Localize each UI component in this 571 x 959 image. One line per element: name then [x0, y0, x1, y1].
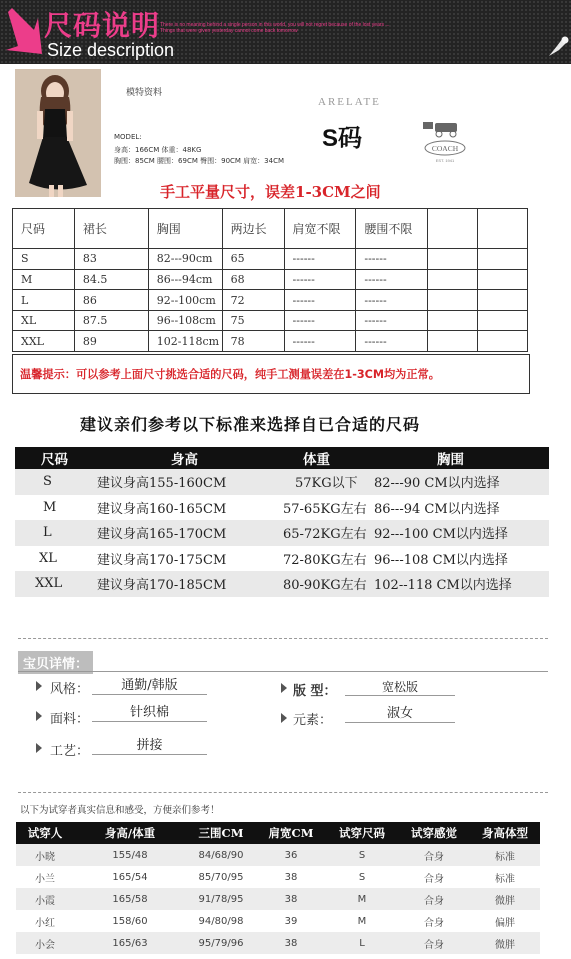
element-value: 淑女 — [345, 702, 455, 723]
cell — [478, 269, 528, 290]
cell: 84/68/90 — [186, 844, 256, 866]
cell: 102--118 CM以内选择 — [371, 571, 549, 597]
cell: 83 — [74, 249, 148, 270]
divider — [18, 792, 548, 793]
cell: 建议身高160-165CM — [97, 501, 227, 517]
table-row — [16, 888, 540, 910]
cell: S — [326, 844, 398, 866]
suggest-table — [15, 447, 549, 597]
triangle-bullet-icon — [281, 683, 287, 693]
cell: 偏胖 — [470, 910, 540, 932]
tip-text: 温馨提示：可以参考上面尺寸挑选合适的尺码，纯手工测量误差在1-3CM均为正常。 — [20, 368, 440, 381]
triangle-bullet-icon — [281, 713, 287, 723]
cell: ------ — [356, 269, 428, 290]
cell: 38 — [256, 866, 326, 888]
header-cell: 腰围不限 — [356, 209, 428, 249]
cell: S — [15, 469, 83, 495]
cell: M — [13, 269, 75, 290]
cell: 85/70/95 — [186, 866, 256, 888]
craft-label: 工艺： — [50, 744, 90, 759]
cell — [428, 269, 478, 290]
cell: 微胖 — [470, 932, 540, 954]
header-cell: 尺码 — [15, 447, 83, 469]
header-cell: 肩宽CM — [256, 822, 326, 844]
cell: 39 — [256, 910, 326, 932]
model-section-label: 模特资料 — [126, 88, 163, 98]
cell: 标准 — [470, 866, 540, 888]
cell: 84.5 — [74, 269, 148, 290]
table-row — [15, 469, 549, 495]
model-photo — [15, 69, 101, 197]
cell — [478, 331, 528, 352]
details-tag: 宝贝详情： — [18, 651, 93, 674]
header-cell — [428, 209, 478, 249]
cell: 87.5 — [74, 310, 148, 331]
cell — [478, 290, 528, 311]
cell: ------ — [356, 249, 428, 270]
cell: ------ — [356, 310, 428, 331]
cell: ------ — [284, 290, 356, 311]
fabric-value: 针织棉 — [92, 701, 207, 722]
table-row — [16, 866, 540, 888]
cell: 57-65KG左右 — [283, 501, 367, 517]
cell: 96--108cm — [148, 310, 222, 331]
header-cell: 体重 — [283, 447, 371, 469]
cell: 合身 — [398, 932, 470, 954]
cell: S — [326, 866, 398, 888]
triangle-bullet-icon — [36, 681, 42, 691]
fabric-label: 面料： — [50, 712, 90, 727]
trial-header — [16, 822, 540, 844]
cell: 36 — [256, 844, 326, 866]
cell: 165/58 — [74, 888, 186, 910]
model-label: MODEL: — [114, 133, 142, 141]
cell: XL — [13, 310, 75, 331]
cell: 165/54 — [74, 866, 186, 888]
cell: XL — [39, 550, 57, 566]
header-cell: 身高 — [83, 447, 283, 469]
cell: S — [13, 249, 75, 270]
cell: 建议身高155-160CM — [83, 469, 283, 495]
cell: 80-90KG左右 — [283, 571, 371, 597]
cell: 75 — [222, 310, 284, 331]
cell: ------ — [284, 310, 356, 331]
header-cell: 肩宽不限 — [284, 209, 356, 249]
cell: 82---90cm — [148, 249, 222, 270]
cell: 小晓 — [16, 844, 74, 866]
cell: 92--100cm — [148, 290, 222, 311]
cell: 微胖 — [470, 888, 540, 910]
triangle-bullet-icon — [36, 711, 42, 721]
table-row — [16, 844, 540, 866]
header-cell: 尺码 — [13, 209, 75, 249]
divider — [18, 638, 548, 639]
cell: 65-72KG左右 — [283, 520, 371, 546]
cell: 165/63 — [74, 932, 186, 954]
header-cell: 身高体型 — [470, 822, 540, 844]
header-cell — [478, 209, 528, 249]
cell: L — [326, 932, 398, 954]
cell: 86---94cm — [148, 269, 222, 290]
header-cell: 三围CM — [186, 822, 256, 844]
cell: XXL — [15, 571, 83, 597]
cell: 合身 — [398, 888, 470, 910]
size-table-header — [13, 209, 528, 249]
cell: 57KG以下 — [283, 469, 371, 495]
cell: 合身 — [398, 866, 470, 888]
measurement-note: 手工平量尺寸，误差1-3CM之间 — [160, 183, 381, 201]
cell: ------ — [284, 331, 356, 352]
cell: 158/60 — [74, 910, 186, 932]
header-cell: 试穿感觉 — [398, 822, 470, 844]
cell: 78 — [222, 331, 284, 352]
cell: ------ — [284, 269, 356, 290]
cell — [478, 310, 528, 331]
svg-text:COACH: COACH — [431, 144, 459, 153]
cell: M — [326, 888, 398, 910]
cell: M — [326, 910, 398, 932]
cell — [428, 310, 478, 331]
cell: 96---108 CM以内选择 — [374, 552, 508, 568]
cell: 89 — [74, 331, 148, 352]
trial-title: 以下为试穿者真实信息和感受，方便亲们参考！ — [20, 805, 220, 816]
size-table — [12, 208, 528, 352]
cell: 65 — [222, 249, 284, 270]
cell: 建议身高170-185CM — [83, 571, 283, 597]
suggest-header — [15, 447, 549, 469]
header-cell: 身高/体重 — [74, 822, 186, 844]
cell: 小会 — [16, 932, 74, 954]
cell: 94/80/98 — [186, 910, 256, 932]
cell: 小霞 — [16, 888, 74, 910]
header-subtitle: Size description — [47, 40, 175, 60]
header-cell: 试穿尺码 — [326, 822, 398, 844]
table-row — [13, 331, 528, 352]
table-row — [15, 520, 549, 546]
cell: 小红 — [16, 910, 74, 932]
header-cell: 两边长 — [222, 209, 284, 249]
cell — [428, 331, 478, 352]
cell: 68 — [222, 269, 284, 290]
cell: 38 — [256, 888, 326, 910]
table-row — [13, 269, 528, 290]
cell: M — [43, 499, 57, 515]
cell: 95/79/96 — [186, 932, 256, 954]
model-size: S码 — [322, 125, 363, 152]
cell: L — [15, 520, 83, 546]
model-measurements: 胸围：85CM 腰围：69CM 臀围：90CM 肩宽：34CM — [114, 157, 285, 165]
fit-label: 版 型： — [293, 684, 337, 699]
table-row — [13, 249, 528, 270]
divider — [18, 671, 548, 672]
cell: 86---94 CM以内选择 — [374, 501, 500, 517]
table-row — [16, 910, 540, 932]
pin-icon — [545, 34, 569, 60]
arrow-icon — [4, 8, 42, 58]
table-row — [16, 932, 540, 954]
header-cell: 裙长 — [74, 209, 148, 249]
header-cell: 试穿人 — [16, 822, 74, 844]
cell: 标准 — [470, 844, 540, 866]
cell: 72 — [222, 290, 284, 311]
cell: 92---100 CM以内选择 — [371, 520, 549, 546]
svg-text:EST. 1941: EST. 1941 — [435, 158, 455, 163]
cell: 合身 — [398, 910, 470, 932]
trial-table — [16, 822, 540, 954]
suggest-title: 建议亲们参考以下标准来选择自已合适的尺码 — [80, 415, 421, 434]
element-label: 元素： — [293, 713, 333, 728]
table-row — [13, 290, 528, 311]
header-cell: 胸围 — [148, 209, 222, 249]
cell: 91/78/95 — [186, 888, 256, 910]
cell: 建议身高170-175CM — [97, 552, 227, 568]
cell: 86 — [74, 290, 148, 311]
table-row — [15, 495, 549, 521]
triangle-bullet-icon — [36, 743, 42, 753]
style-label: 风格： — [50, 682, 90, 697]
cell: 102-118cm — [148, 331, 222, 352]
cell: ------ — [356, 290, 428, 311]
cell: 38 — [256, 932, 326, 954]
cell — [478, 249, 528, 270]
cell — [428, 249, 478, 270]
style-value: 通勤/韩版 — [92, 674, 207, 695]
cell: XXL — [13, 331, 75, 352]
cell: 155/48 — [74, 844, 186, 866]
cell: 小兰 — [16, 866, 74, 888]
cell: 72-80KG左右 — [283, 552, 367, 568]
coach-logo — [419, 120, 471, 164]
cell — [428, 290, 478, 311]
cell: L — [13, 290, 75, 311]
cell: ------ — [356, 331, 428, 352]
table-row — [15, 546, 549, 572]
header-small-text: There is no meaning behind a single person in this world, you will not regret because of the lost years ... Things that were given yesterday cannot come back tomorrow — [160, 22, 390, 34]
model-height-weight: 身高：166CM 体重：48KG — [114, 146, 202, 154]
cell: 合身 — [398, 844, 470, 866]
table-row — [13, 310, 528, 331]
header-cell: 胸围 — [371, 447, 549, 469]
cell: 82---90 CM以内选择 — [371, 469, 549, 495]
table-row — [15, 571, 549, 597]
brand-text: ARELATE — [318, 96, 381, 108]
fit-value: 宽松版 — [345, 678, 455, 696]
header-title: 尺码说明 — [44, 9, 161, 42]
cell: ------ — [284, 249, 356, 270]
craft-value: 拼接 — [92, 734, 207, 755]
cell: 建议身高165-170CM — [83, 520, 283, 546]
